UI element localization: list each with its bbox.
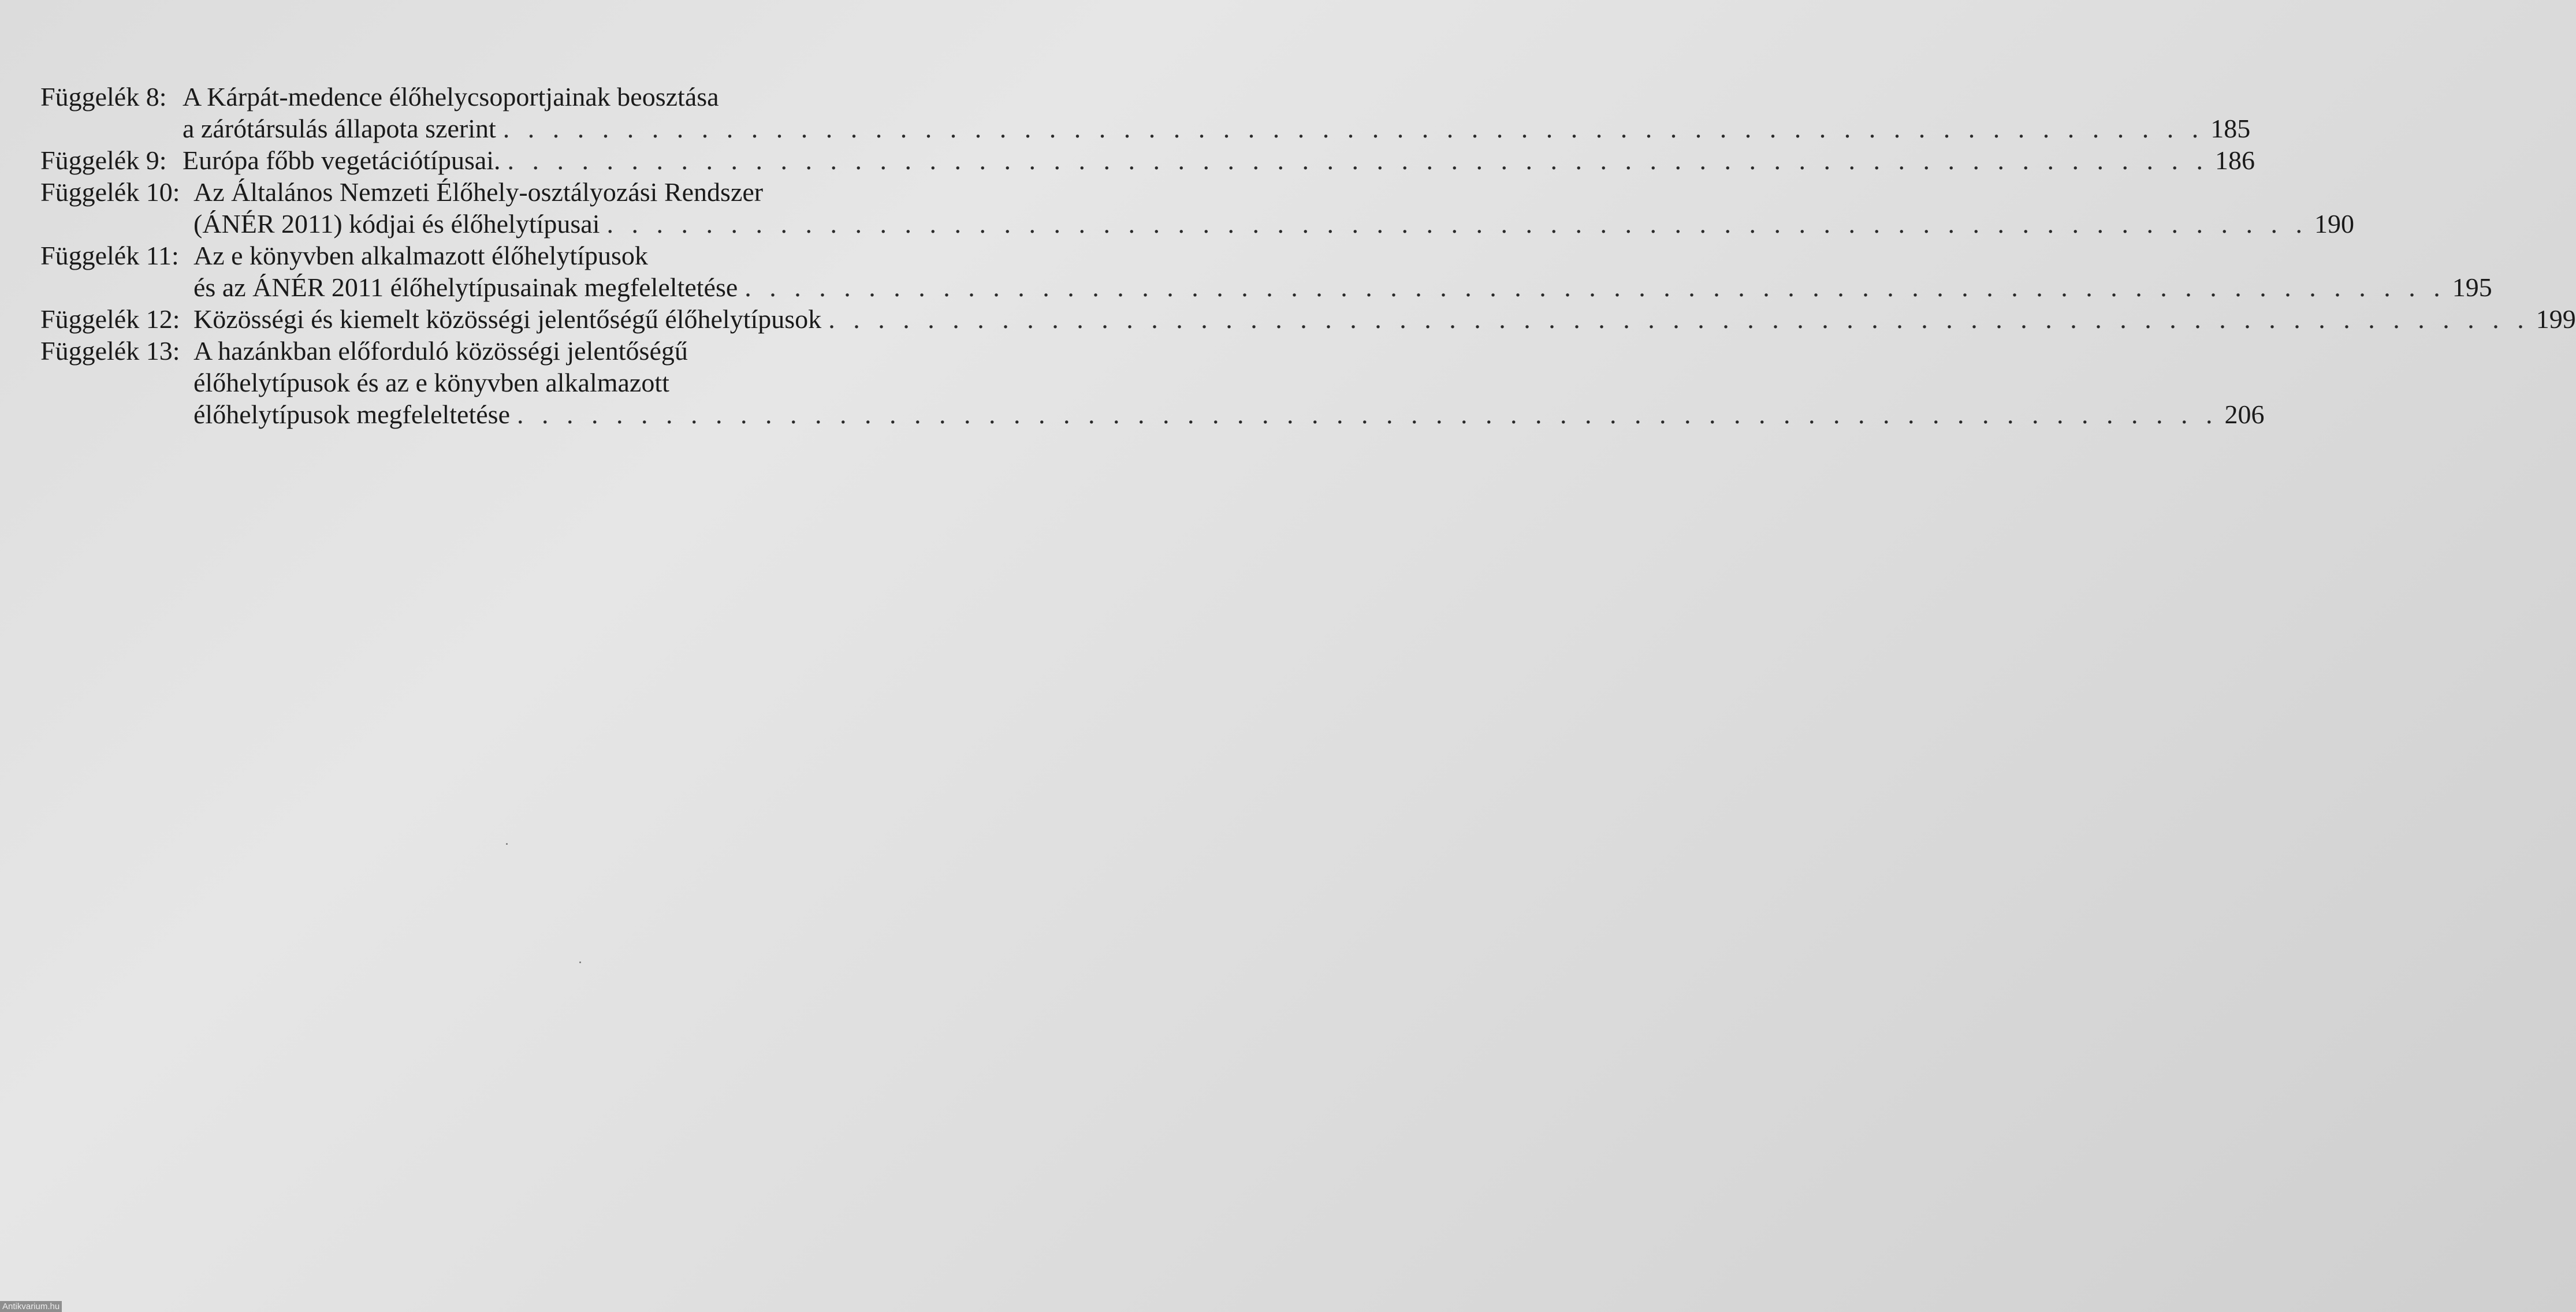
- toc-entry-appendix-8: [40, 81, 2251, 144]
- entry-title-line: élőhelytípusok és az e könyvben alkalmazott: [193, 368, 669, 397]
- paper-speck: [506, 843, 508, 845]
- dot-leader: . . . . . . . . . . . . . . . . . . . . . . . . . . . . . . . . . . . . . . . . . . . . . . . . . . . . . . . . . . . . . . . . . . . . .: [502, 114, 2205, 143]
- entry-title-line: és az ÁNÉR 2011 élőhelytípusainak megfeleltetése: [193, 273, 738, 302]
- entry-title-line: (ÁNÉR 2011) kódjai és élőhelytípusai: [193, 209, 600, 238]
- page-number: 185: [2210, 114, 2251, 143]
- entry-label: Függelék 13:: [40, 336, 180, 366]
- toc-entry-appendix-11: [40, 240, 2492, 303]
- toc-entry-appendix-12: [40, 303, 2576, 335]
- entry-title-line: a zárótársulás állapota szerint: [183, 114, 496, 143]
- entry-title-line: Az e könyvben alkalmazott élőhelytípusok: [193, 241, 648, 270]
- dot-leader: . . . . . . . . . . . . . . . . . . . . . . . . . . . . . . . . . . . . . . . . . . . . . . . . . . . . . . . . . . . . . . . . . . . . .: [744, 273, 2446, 302]
- dot-leader: . . . . . . . . . . . . . . . . . . . . . . . . . . . . . . . . . . . . . . . . . . . . . . . . . . . . . . . . . . . . . . . . . . . . .: [606, 209, 2308, 238]
- entry-title-line: Európa főbb vegetációtípusai.: [183, 146, 501, 175]
- dot-leader: . . . . . . . . . . . . . . . . . . . . . . . . . . . . . . . . . . . . . . . . . . . . . . . . . . . . . . . . . . . . . . . . . . . . .: [828, 304, 2530, 334]
- page-number: 186: [2215, 146, 2255, 175]
- page-number: 206: [2224, 400, 2265, 429]
- toc-entry-appendix-10: [40, 176, 2354, 240]
- entry-label: Függelék 10:: [40, 177, 180, 207]
- paper-speck: [579, 961, 581, 963]
- toc-entry-appendix-9: [40, 144, 2255, 176]
- entry-label: Függelék 11:: [40, 241, 179, 270]
- entry-title-line: Közösségi és kiemelt közösségi jelentőségű élőhelytípusok: [193, 304, 822, 334]
- entry-label: Függelék 8:: [40, 82, 167, 111]
- entry-label: Függelék 9:: [40, 146, 167, 175]
- toc-entry-appendix-13: [40, 335, 2265, 430]
- dot-leader: . . . . . . . . . . . . . . . . . . . . . . . . . . . . . . . . . . . . . . . . . . . . . . . . . . . . . . . . . . . . . . . . . . . . .: [507, 146, 2209, 175]
- page-number: 195: [2452, 273, 2492, 302]
- entry-title-line: Az Általános Nemzeti Élőhely-osztályozási Rendszer: [193, 177, 764, 207]
- watermark: Antikvarium.hu: [0, 1301, 62, 1312]
- table-of-contents: [40, 81, 2576, 430]
- entry-title-line: élőhelytípusok megfeleltetése: [193, 400, 510, 429]
- page-number: 190: [2314, 209, 2354, 238]
- dot-leader: . . . . . . . . . . . . . . . . . . . . . . . . . . . . . . . . . . . . . . . . . . . . . . . . . . . . . . . . . . . . . . . . . . . . .: [516, 400, 2218, 429]
- entry-title-line: A hazánkban előforduló közösségi jelentőségű: [193, 336, 688, 366]
- page-number: 199: [2536, 304, 2576, 334]
- entry-label: Függelék 12:: [40, 304, 180, 334]
- entry-title-line: A Kárpát-medence élőhelycsoportjainak beosztása: [183, 82, 719, 111]
